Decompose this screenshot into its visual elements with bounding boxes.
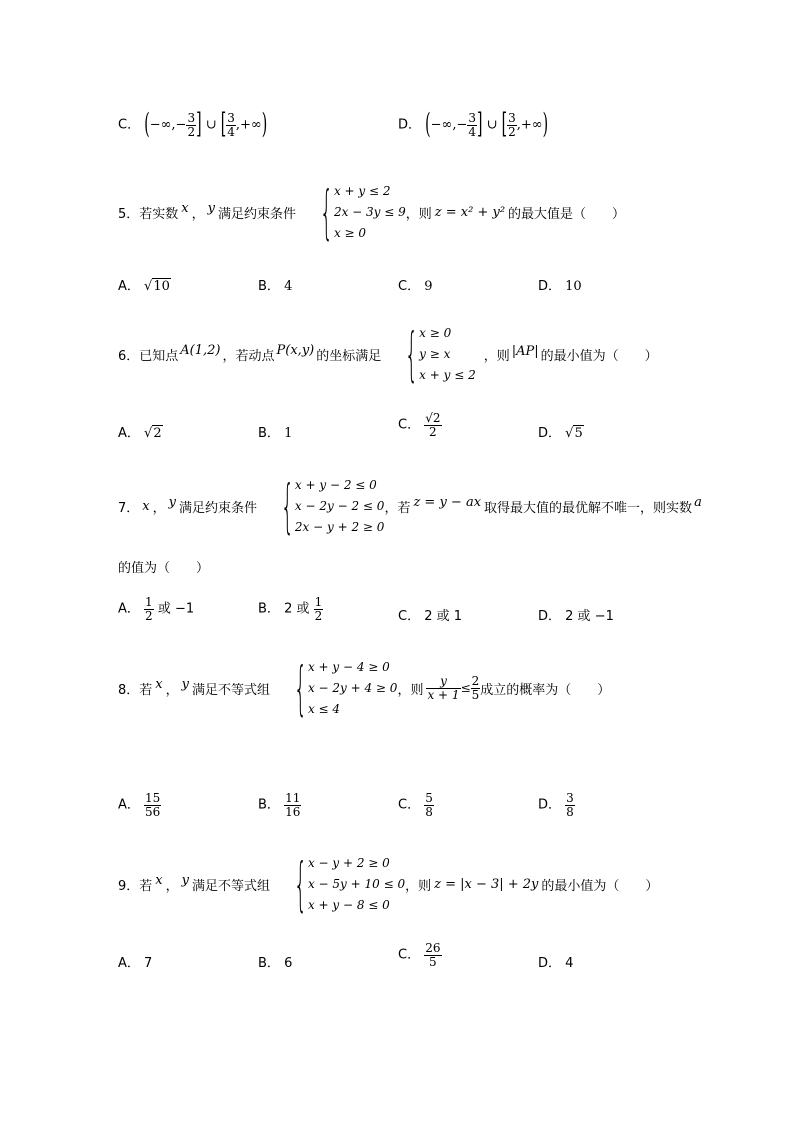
question-5: 5． 若实数 x ， y 满足约束条件 { x + y ≤ 2 2x − 3y ≤ 9 x ≥ 0 ，则 z = x² + y² 的最大值是（ ） [118,178,626,246]
fraction: $\frac{1}{2}$ [145,595,153,623]
q6-option-a[interactable]: A． √2 [118,426,162,441]
q8-option-d[interactable]: D． $\frac{3}{8}$ [538,791,574,819]
q8-option-c[interactable]: C． $\frac{5}{8}$ [398,791,433,819]
fraction: $\frac{3}{4}$ [468,111,477,139]
q7-option-a[interactable]: A． $\frac{1}{2}$ 或 −1 [118,595,195,623]
interval-right: ,+∞ [516,117,543,133]
interval-right: ,+∞ [235,117,262,133]
q4-option-c[interactable]: C． (−∞,− $\frac{3}{2}$ ] ∪ [ $\frac{3}{4}$ ,+∞) [118,109,268,142]
fraction: $\frac{11}{16}$ [285,791,301,819]
interval-left: −∞,− [149,117,187,133]
q7-option-b[interactable]: B． 2 或 $\frac{1}{2}$ [258,595,323,623]
constraint-system: { x − y + 2 ≥ 0 x − 5y + 10 ≤ 0 x + y − 8 ≤ 0 [294,850,406,918]
interval-left: −∞,− [430,117,468,133]
constraint-system: { x + y ≤ 2 2x − 3y ≤ 9 x ≥ 0 [320,178,406,246]
q9-option-c[interactable]: C． $\frac{26}{5}$ [398,941,441,969]
fraction: $\frac{5}{8}$ [425,791,433,819]
q4-option-d[interactable]: D． (−∞,− $\frac{3}{4}$ ] ∪ [ $\frac{3}{2}$ ,+∞) [398,109,549,142]
fraction: $\frac{2}{5}$ [471,673,480,702]
fraction: $\frac{3}{8}$ [566,791,574,819]
sqrt: √2 [144,426,162,441]
fraction: $\frac{√2}{2}$ [425,411,441,439]
q7-option-c[interactable]: C． 2 或 1 [398,609,463,624]
question-7: 7． x ， y 满足约束条件 { x + y − 2 ≤ 0 x − 2y − 2 ≤ 0 2x − y + 2 ≥ 0 ，若 z = y − ax 取得最大值的最优解不唯一，则实数 a [118,472,702,540]
q6-option-b[interactable]: B． 1 [258,426,293,441]
fraction: $\frac{15}{56}$ [145,791,161,819]
q9-option-d[interactable]: D． 4 [538,956,574,971]
constraint-system: { x ≥ 0 y ≥ x x + y ≤ 2 [405,320,476,388]
union-symbol: ∪ [486,117,498,133]
question-9: 9． 若 x ， y 满足不等式组 { x − y + 2 ≥ 0 x − 5y + 10 ≤ 0 x + y − 8 ≤ 0 ，则 z = |x − 3| + 2y 的最小值为（ ） [118,850,659,918]
option-label: D． [398,117,422,133]
question-7-continued: 的值为（ ） [118,561,210,576]
fraction: $\frac{y}{x + 1}$ [427,673,460,702]
q7-option-d[interactable]: D． 2 或 −1 [538,609,614,624]
objective-expression: z = |x − 3| + 2y [434,876,539,892]
q5-option-d[interactable]: D． 10 [538,279,582,294]
objective-expression: z = y − ax [413,494,482,510]
fraction: $\frac{1}{2}$ [314,595,323,623]
q8-option-a[interactable]: A． $\frac{15}{56}$ [118,791,161,819]
question-8: 8． 若 x ， y 满足不等式组 { x + y − 4 ≥ 0 x − 2y + 4 ≥ 0 x ≤ 4 ，则 $\frac{y}{x + 1}$ ≤ $\frac{2}{5}$ 成立的概率为（ ） [118,654,611,722]
constraint-system: { x + y − 2 ≤ 0 x − 2y − 2 ≤ 0 2x − y + 2 ≥ 0 [281,472,385,540]
constraint-system: { x + y − 4 ≥ 0 x − 2y + 4 ≥ 0 x ≤ 4 [294,654,398,722]
fraction: $\frac{3}{2}$ [508,111,516,139]
option-label: C． [118,117,141,133]
fraction: $\frac{3}{2}$ [187,111,196,139]
q6-option-d[interactable]: D． √5 [538,426,583,441]
sqrt: √5 [565,426,583,441]
q6-option-c[interactable]: C． $\frac{√2}{2}$ [398,411,441,439]
union-symbol: ∪ [205,117,217,133]
objective-expression: z = x² + y² [434,204,506,220]
q8-option-b[interactable]: B． $\frac{11}{16}$ [258,791,301,819]
q5-option-b[interactable]: B． 4 [258,279,293,294]
q9-option-a[interactable]: A． 7 [118,956,153,971]
fraction: $\frac{26}{5}$ [425,941,441,969]
q9-option-b[interactable]: B． 6 [258,956,293,971]
q5-option-a[interactable]: A． √10 [118,279,170,294]
q5-option-c[interactable]: C． 9 [398,279,433,294]
question-6: 6． 已知点 A(1,2) ，若动点 P(x,y) 的坐标满足 { x ≥ 0 y ≥ x x + y ≤ 2 ，则 |AP| 的最小值为（ ） [118,320,658,388]
sqrt: √10 [144,279,170,294]
fraction: $\frac{3}{4}$ [227,111,235,139]
